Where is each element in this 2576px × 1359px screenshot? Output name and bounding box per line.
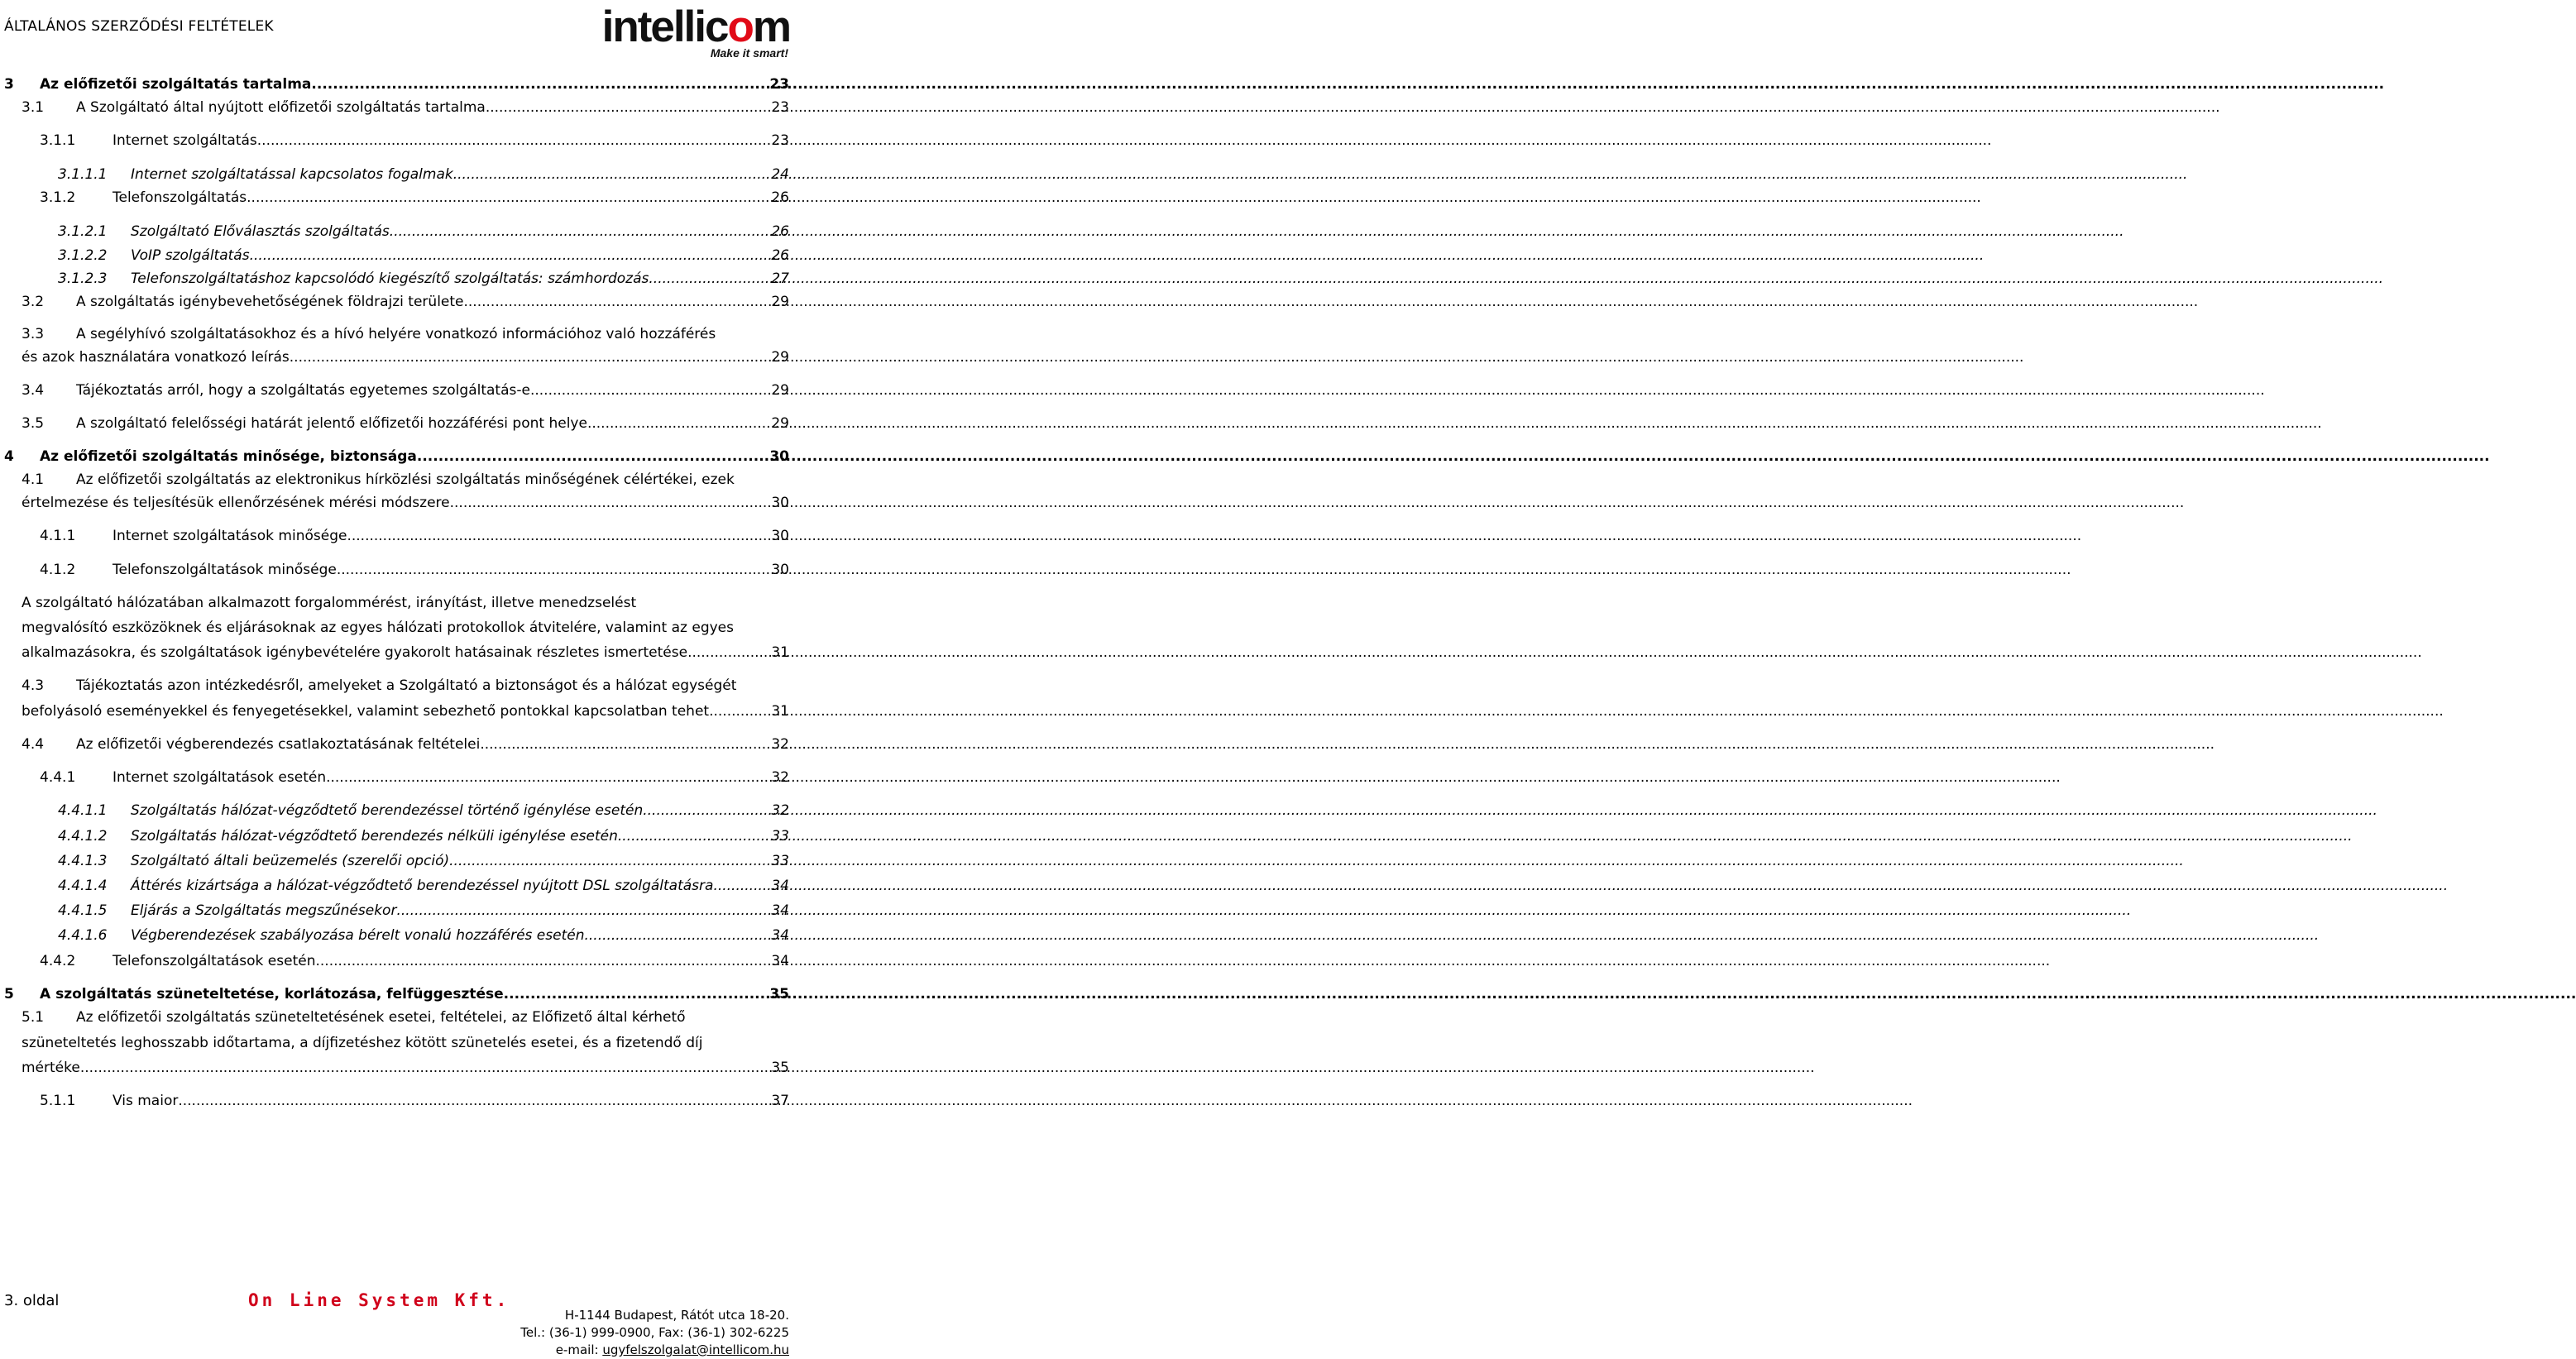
footer-company-name: On Line System Kft. [248,1290,510,1310]
toc-entry-page: 23 [769,76,789,93]
toc-dot-leader [713,874,769,897]
toc-entry-title: A szolgáltatás igénybevehetőségének földrajzi területe [76,294,464,310]
toc-entry-page: 32 [771,769,789,786]
toc-entry[interactable] [40,558,789,581]
toc-entry-title: megvalósító eszközöknek és eljárásoknak az egyes hálózati protokollok átvitelére, valamint az egyes [22,620,734,636]
toc-entry-number: 5.1.1 [40,1093,76,1109]
toc-entry[interactable] [22,468,735,491]
toc-entry-title: Áttérés kizártsága a hálózat-végződtető berendezéssel nyújtott DSL szolgáltatásra [131,878,714,894]
toc-entry-page: 37 [771,1093,789,1109]
toc-entry-title: Az előfizetői szolgáltatás minősége, biztonsága [40,448,417,465]
toc-entry[interactable] [58,220,789,243]
toc-entry-title: alkalmazásokra, és szolgáltatások igénybevételére gyakorolt hatásainak részletes ismertetése [22,644,688,661]
toc-entry-number: 4.4.1.5 [58,902,108,919]
toc-entry-title: A szolgáltató felelősségi határát jelentő előfizetői hozzáférési pont helye [76,415,587,432]
toc-entry[interactable] [22,616,734,639]
toc-entry-title: Internet szolgáltatás [113,132,257,149]
toc-entry-title: Telefonszolgáltatás [113,189,247,206]
toc-entry-title: Telefonszolgáltatások esetén [113,953,316,969]
toc-entry[interactable] [22,1031,702,1055]
toc-dot-leader [584,924,769,947]
toc-dot-leader [257,129,770,152]
toc-entry-title: Az előfizetői végberendezés csatlakoztatásának feltételei [76,736,481,753]
toc-entry-page: 30 [769,448,789,465]
toc-dot-leader [250,244,770,267]
toc-dot-leader [337,558,770,581]
toc-entry-page: 31 [771,644,789,661]
toc-dot-leader [453,163,770,186]
toc-entry-number: 4.4.1.2 [58,828,108,845]
toc-entry-title: Telefonszolgáltatáshoz kapcsolódó kiegészítő szolgáltatás: számhordozás [131,270,649,287]
toc-entry-number: 4.4.1.4 [58,878,108,894]
toc-entry-number: 4.4.1 [40,769,76,786]
toc-entry-page: 30 [771,528,789,544]
toc-entry-title: Internet szolgáltatások minősége [113,528,347,544]
toc-entry-number: 3.1.2.3 [58,270,108,287]
toc-entry-page: 29 [771,415,789,432]
toc-entry-page: 34 [771,902,789,919]
toc-entry-title: A segélyhívó szolgáltatásokhoz és a hívó helyére vonatkozó információhoz való hozzáférés [76,326,716,342]
toc-dot-leader [618,825,770,848]
toc-entry-page: 29 [771,382,789,399]
toc-entry-title: A Szolgáltató által nyújtott előfizetői szolgáltatás tartalma [76,99,486,116]
toc-entry-number: 4.4.1.1 [58,802,108,819]
toc-entry-title: Eljárás a Szolgáltatás megszűnésekor [131,902,397,919]
toc-entry-page: 32 [771,736,789,753]
toc-entry-number: 3.5 [22,415,45,432]
toc-entry[interactable] [58,924,789,947]
toc-entry-title: A szolgáltató hálózatában alkalmazott forgalommérést, irányítást, illetve menedzselést [22,595,637,611]
footer-phone: Tel.: (36-1) 999-0900, Fax: (36-1) 302-6225 [520,1325,789,1340]
toc-entry-page: 23 [771,99,789,116]
toc-entry-page: 29 [771,294,789,310]
toc-dot-leader [687,641,769,664]
toc-entry-title: Szolgáltató Előválasztás szolgáltatás [131,223,390,240]
toc-entry[interactable] [22,1056,789,1079]
footer-contact [520,1307,789,1359]
toc-entry[interactable] [40,950,789,973]
toc-entry[interactable] [22,491,789,514]
toc-entry-number: 3.1.2.2 [58,247,108,264]
toc-dot-leader [247,186,769,209]
toc-entry-title: és azok használatára vonatkozó leírás [22,349,290,366]
toc-entry-page: 33 [771,853,789,869]
toc-entry-page: 30 [771,495,789,511]
footer-email-label: e-mail: [555,1342,603,1357]
toc-dot-leader [178,1089,769,1113]
toc-entry[interactable] [22,412,789,435]
page-number: 3. oldal [4,1292,60,1309]
toc-entry-title: értelmezése és teljesítésük ellenőrzésének mérési módszere [22,495,450,511]
toc-entry-number: 3.1.1 [40,132,76,149]
toc-entry-title: befolyásoló eseményekkel és fenyegetésekkel, valamint sebezhető pontokkal kapcsolatban tehet [22,703,710,720]
toc-entry-number: 4.1.2 [40,562,76,578]
toc-entry-title: Telefonszolgáltatások minősége [113,562,337,578]
toc-dot-leader [390,220,770,243]
toc-dot-leader [649,267,769,290]
footer-email-line [520,1342,789,1359]
toc-entry-title: Az előfizetői szolgáltatás tartalma [40,76,312,93]
toc-entry[interactable] [58,849,789,873]
toc-entry-page: 26 [771,247,789,264]
toc-entry-number: 5.1 [22,1009,45,1026]
toc-entry-title: Internet szolgáltatások esetén [113,769,327,786]
toc-entry-page: 31 [771,703,789,720]
toc-entry-number: 3.1.2.1 [58,223,108,240]
toc-entry[interactable] [4,445,789,468]
toc-entry-page: 33 [771,828,789,845]
toc-entry[interactable] [58,874,789,897]
toc-entry-title: Az előfizetői szolgáltatás szüneteltetésének esetei, feltételei, az Előfizető által kérhető [76,1009,686,1026]
toc-entry-title: Vis maior [113,1093,179,1109]
toc-entry-number: 3 [4,76,14,93]
toc-entry-number: 3.1.1.1 [58,166,108,183]
toc-dot-leader [480,733,769,756]
toc-entry-title: A szolgáltatás szüneteltetése, korlátozása, felfüggesztése [40,986,504,1003]
toc-dot-leader [486,96,770,119]
intellicom-logo [571,3,790,61]
toc-entry[interactable] [58,799,789,822]
toc-entry-number: 4.4.2 [40,953,76,969]
toc-entry[interactable] [22,323,716,346]
toc-entry[interactable] [22,700,789,723]
toc-entry-number: 3.1 [22,99,45,116]
toc-entry[interactable] [22,591,636,615]
toc-dot-leader [587,412,769,435]
toc-entry-number: 4.4.1.3 [58,853,108,869]
toc-entry-number: 5 [4,986,14,1003]
toc-entry[interactable] [22,346,789,369]
toc-dot-leader [311,73,768,96]
toc-dot-leader [709,700,769,723]
logo-slogan: Make it smart! [710,46,788,60]
toc-entry[interactable] [58,163,789,186]
toc-dot-leader [326,766,769,789]
toc-entry[interactable] [40,524,789,548]
toc-dot-leader [643,799,769,822]
toc-entry[interactable] [40,1089,789,1113]
toc-entry-title: mértéke [22,1060,80,1076]
toc-entry-title: szüneteltetés leghosszabb időtartama, a díjfizetéshez kötött szünetelés esetei, és a fizetendő díj [22,1035,703,1051]
toc-dot-leader [530,379,769,402]
toc-entry[interactable] [58,244,789,267]
toc-dot-leader [347,524,769,548]
toc-dot-leader [504,983,768,1006]
toc-dot-leader [315,950,769,973]
toc-entry[interactable] [22,379,789,402]
toc-dot-leader [290,346,770,369]
toc-entry-page: 26 [771,189,789,206]
toc-entry[interactable] [4,73,789,96]
toc-entry-number: 3.2 [22,294,45,310]
toc-entry-title: Szolgáltatás hálózat-végződtető berendezés nélküli igénylése esetén [131,828,618,845]
toc-entry[interactable] [40,186,789,209]
toc-entry-title: Tájékoztatás arról, hogy a szolgáltatás egyetemes szolgáltatás-e [76,382,530,399]
toc-dot-leader [449,849,769,873]
toc-entry[interactable] [58,267,789,290]
toc-entry-page: 29 [771,349,789,366]
toc-entry-number: 4.4.1.6 [58,927,108,944]
toc-entry[interactable] [22,290,789,313]
toc-entry-title: VoIP szolgáltatás [131,247,250,264]
toc-entry-title: Szolgáltató általi beüzemelés (szerelői opció) [131,853,450,869]
toc-entry[interactable] [58,899,789,922]
toc-entry[interactable] [22,674,736,697]
toc-dot-leader [417,445,768,468]
toc-entry-page: 35 [771,1060,789,1076]
footer-address: H-1144 Budapest, Rátót utca 18-20. [564,1308,789,1323]
toc-dot-leader [464,290,770,313]
toc-entry-number: 3.1.2 [40,189,76,206]
footer-email-link[interactable]: ugyfelszolgalat@intellicom.hu [602,1342,789,1357]
toc-entry-title: Végberendezések szabályozása bérelt vonalú hozzáférés esetén [131,927,585,944]
toc-entry-page: 30 [771,562,789,578]
document-title: ÁLTALÁNOS SZERZŐDÉSI FELTÉTELEK [4,18,274,35]
toc-entry-number: 4 [4,448,14,465]
toc-entry[interactable] [22,641,789,664]
toc-entry-number: 4.3 [22,677,45,694]
toc-entry[interactable] [22,1006,686,1029]
toc-dot-leader [80,1056,770,1079]
toc-entry[interactable] [4,983,789,1006]
toc-entry[interactable] [40,766,789,789]
toc-entry-page: 34 [771,953,789,969]
toc-entry-page: 23 [771,132,789,149]
toc-entry-title: Internet szolgáltatással kapcsolatos fogalmak [131,166,453,183]
toc-entry-page: 27 [771,270,789,287]
toc-entry-number: 3.4 [22,382,45,399]
toc-entry[interactable] [58,825,789,848]
toc-entry-page: 24 [771,166,789,183]
toc-entry-title: Szolgáltatás hálózat-végződtető berendezéssel történő igénylése esetén [131,802,644,819]
toc-entry-page: 32 [771,802,789,819]
toc-dot-leader [450,491,770,514]
toc-entry-page: 26 [771,223,789,240]
logo-wordmark: intellicom [601,2,790,51]
toc-entry-page: 34 [771,927,789,944]
toc-entry-number: 4.1.1 [40,528,76,544]
toc-entry-number: 4.1 [22,471,45,488]
toc-dot-leader [396,899,769,922]
toc-entry[interactable] [40,129,789,152]
toc-entry-page: 34 [771,878,789,894]
toc-entry[interactable] [22,733,789,756]
toc-entry-number: 3.3 [22,326,45,342]
toc-entry-title: Az előfizetői szolgáltatás az elektronikus hírközlési szolgáltatás minőségének célértékei, ezek [76,471,735,488]
toc-entry-title: Tájékoztatás azon intézkedésről, amelyeket a Szolgáltató a biztonságot és a hálózat egységét [76,677,737,694]
toc-entry[interactable] [22,96,789,119]
toc-entry-number: 4.4 [22,736,45,753]
toc-entry-page: 35 [769,986,789,1003]
